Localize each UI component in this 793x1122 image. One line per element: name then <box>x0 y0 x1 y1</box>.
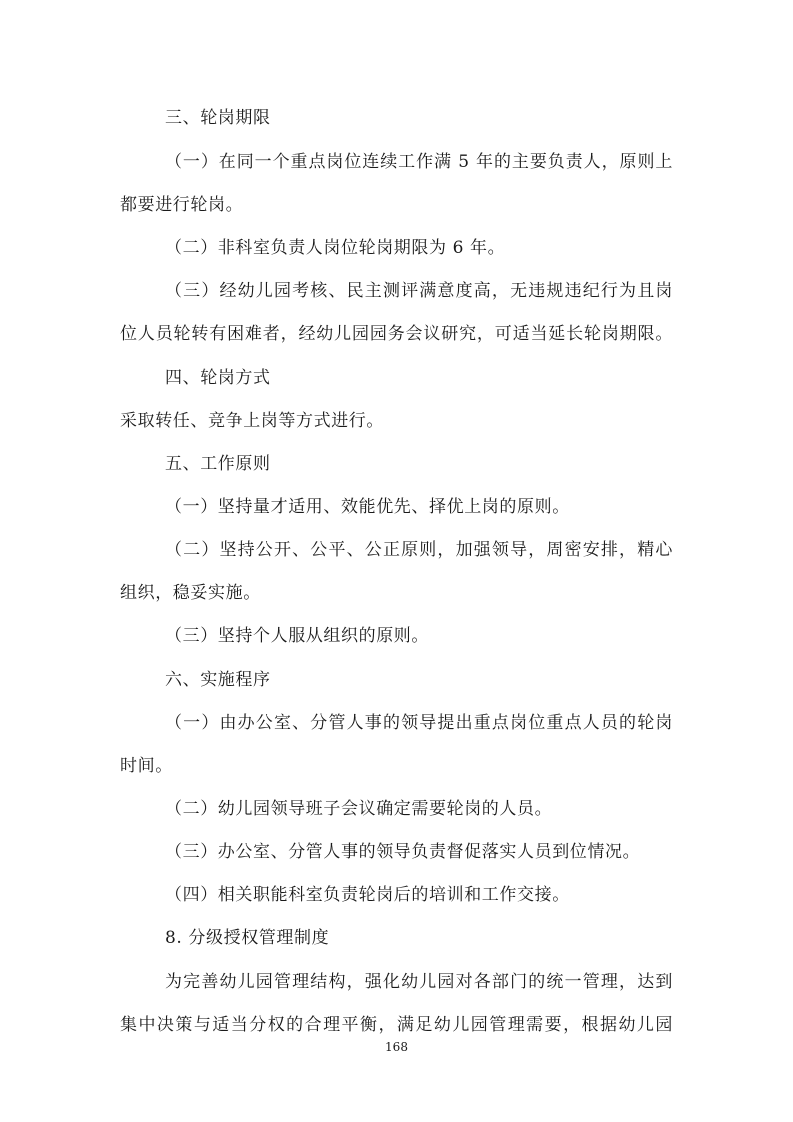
paragraph-line: 时间。 <box>120 756 173 776</box>
paragraph-line: 都要进行轮岗。 <box>120 195 244 215</box>
paragraph-line: （三）经幼儿园考核、民主测评满意度高，无违规违纪行为且岗 <box>165 281 673 301</box>
page-number: 168 <box>385 1040 408 1054</box>
paragraph-line: （四）相关职能科室负责轮岗后的培训和工作交接。 <box>165 885 570 905</box>
section-heading: 六、实施程序 <box>165 670 271 690</box>
paragraph-line: （二）非科室负责人岗位轮岗期限为 6 年。 <box>165 238 506 258</box>
paragraph-line: 组织，稳妥实施。 <box>120 583 261 603</box>
paragraph-line: （二）幼儿园领导班子会议确定需要轮岗的人员。 <box>165 799 553 819</box>
paragraph-line: （二）坚持公开、公平、公正原则，加强领导，周密安排，精心 <box>165 540 673 560</box>
paragraph-line: （一）在同一个重点岗位连续工作满 5 年的主要负责人，原则上 <box>165 152 673 172</box>
paragraph-line: 位人员轮转有困难者，经幼儿园园务会议研究，可适当延长轮岗期限。 <box>120 324 673 344</box>
paragraph-line: 采取转任、竞争上岗等方式进行。 <box>120 411 384 431</box>
paragraph-line: （一）坚持量才适用、效能优先、择优上岗的原则。 <box>165 497 570 517</box>
section-heading: 三、轮岗期限 <box>165 108 271 128</box>
section-heading: 四、轮岗方式 <box>165 368 271 388</box>
paragraph-line: 集中决策与适当分权的合理平衡，满足幼儿园管理需要，根据幼儿园 <box>120 1015 673 1035</box>
paragraph-line: 为完善幼儿园管理结构，强化幼儿园对各部门的统一管理，达到 <box>165 972 673 992</box>
section-heading: 8. 分级授权管理制度 <box>165 928 330 948</box>
section-heading: 五、工作原则 <box>165 454 271 474</box>
paragraph-line: （三）办公室、分管人事的领导负责督促落实人员到位情况。 <box>165 842 641 862</box>
paragraph-line: （一）由办公室、分管人事的领导提出重点岗位重点人员的轮岗 <box>165 713 673 733</box>
paragraph-line: （三）坚持个人服从组织的原则。 <box>165 626 429 646</box>
